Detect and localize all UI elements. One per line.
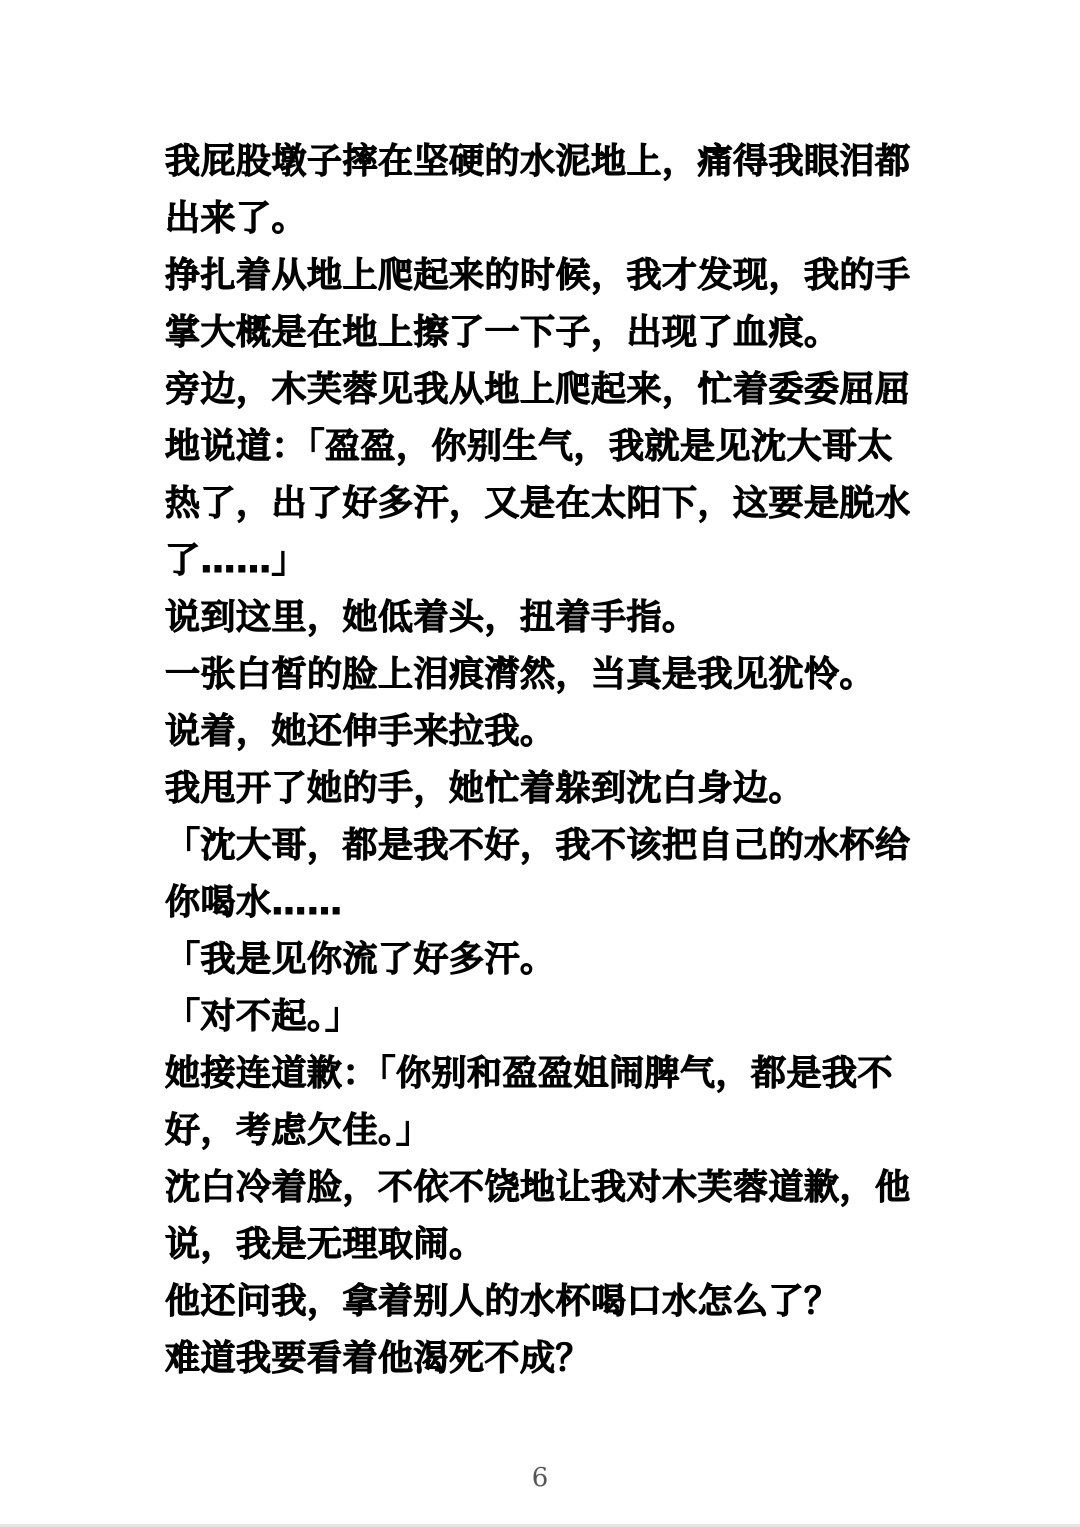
- page-number: 6: [531, 1463, 549, 1493]
- text-line: 挣扎着从地上爬起来的时候，我才发现，我的手: [165, 256, 911, 296]
- text-line: 旁边，木芙蓉见我从地上爬起来，忙着委委屈屈: [165, 370, 911, 410]
- text-line: 我甩开了她的手，她忙着躲到沈白身边。: [165, 769, 805, 809]
- text-line: 你喝水……: [165, 883, 343, 923]
- body-text: [165, 134, 925, 1388]
- text-line: 她接连道歉：「你别和盈盈姐闹脾气，都是我不: [165, 1054, 894, 1094]
- text-line: 热了，出了好多汗，又是在太阳下，这要是脱水: [165, 484, 911, 524]
- text-line: 他还问我，拿着别人的水杯喝口水怎么了？: [165, 1282, 840, 1322]
- text-line: 地说道：「盈盈，你别生气，我就是见沈大哥太: [165, 427, 894, 467]
- text-line: 掌大概是在地上擦了一下子，出现了血痕。: [165, 313, 840, 353]
- text-line: 说，我是无理取闹。: [165, 1225, 485, 1265]
- text-line: 「对不起。」: [165, 997, 361, 1037]
- text-line: 一张白皙的脸上泪痕潸然，当真是我见犹怜。: [165, 655, 876, 695]
- text-line: 「沈大哥，都是我不好，我不该把自己的水杯给: [165, 826, 911, 866]
- text-line: 我屁股墩子摔在坚硬的水泥地上，痛得我眼泪都: [165, 142, 911, 182]
- text-line: 好，考虑欠佳。」: [165, 1111, 432, 1151]
- text-line: 了……」: [165, 541, 308, 581]
- text-line: 说着，她还伸手来拉我。: [165, 712, 556, 752]
- text-line: 出来了。: [165, 199, 308, 239]
- text-line: 「我是见你流了好多汗。: [165, 940, 556, 980]
- text-line: 沈白冷着脸，不依不饶地让我对木芙蓉道歉，他: [165, 1168, 911, 1208]
- text-line: 说到这里，她低着头，扭着手指。: [165, 598, 698, 638]
- text-line: 难道我要看着他渴死不成？: [165, 1339, 592, 1379]
